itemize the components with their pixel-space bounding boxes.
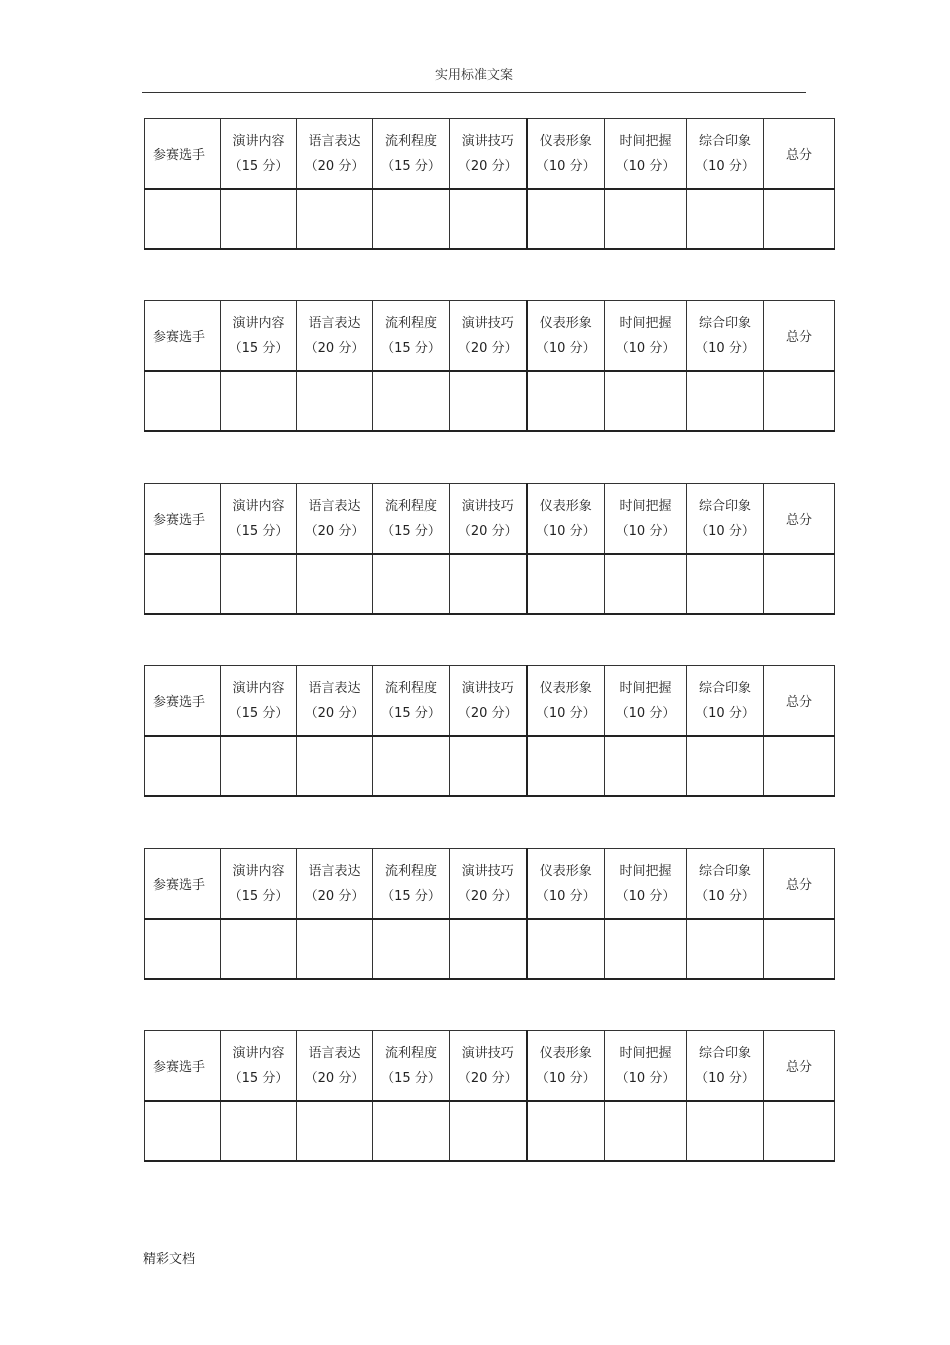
score-cell[interactable]: [687, 554, 764, 614]
criterion-points: （10 分）: [695, 705, 755, 721]
criterion-points: （10 分）: [695, 340, 755, 356]
score-cell[interactable]: [605, 919, 687, 979]
score-cell[interactable]: [145, 189, 221, 249]
table-row: [145, 189, 835, 249]
criterion-points: （10 分）: [535, 1070, 596, 1086]
criterion-points: （10 分）: [695, 888, 755, 904]
criterion-points: （20 分）: [304, 705, 365, 721]
score-cell[interactable]: [605, 371, 687, 431]
score-cell[interactable]: [605, 1101, 687, 1161]
score-cell[interactable]: [687, 736, 764, 796]
criterion-header: [221, 1031, 297, 1102]
criterion-points: （10 分）: [535, 705, 596, 721]
criterion-header: [297, 301, 373, 372]
criterion-header: [527, 1031, 605, 1102]
table-header-row: [145, 119, 835, 190]
score-cell[interactable]: [687, 189, 764, 249]
criterion-header: [605, 849, 687, 920]
score-cell[interactable]: [450, 1101, 527, 1161]
criterion-points: （20 分）: [457, 340, 518, 356]
score-cell[interactable]: [764, 919, 835, 979]
score-cell[interactable]: [764, 1101, 835, 1161]
table-row: [145, 1101, 835, 1161]
criterion-name: 语言表达: [308, 133, 361, 149]
criterion-header: [687, 1031, 764, 1102]
score-cell[interactable]: [764, 189, 835, 249]
criterion-points: （10 分）: [615, 1070, 676, 1086]
score-cell[interactable]: [605, 189, 687, 249]
table-row: [145, 554, 835, 614]
score-cell[interactable]: [221, 919, 297, 979]
contestant-header: 参赛选手: [145, 119, 221, 190]
criterion-points: （20 分）: [304, 888, 365, 904]
score-cell[interactable]: [764, 371, 835, 431]
table-header-row: [145, 1031, 835, 1102]
score-cell[interactable]: [297, 1101, 373, 1161]
total-header: 总分: [764, 484, 835, 555]
criterion-name: 仪表形象: [539, 498, 592, 514]
criterion-name: 演讲技巧: [461, 1045, 514, 1061]
score-cell[interactable]: [764, 554, 835, 614]
criterion-points: （10 分）: [535, 523, 596, 539]
criterion-header: [221, 301, 297, 372]
criterion-points: （15 分）: [381, 1070, 441, 1086]
score-cell[interactable]: [297, 189, 373, 249]
criterion-points: （20 分）: [457, 1070, 518, 1086]
criterion-header: [527, 119, 605, 190]
criterion-name: 时间把握: [619, 1045, 672, 1061]
criterion-name: 演讲内容: [232, 133, 285, 149]
contestant-header: 参赛选手: [145, 849, 221, 920]
criterion-name: 流利程度: [384, 863, 437, 879]
criterion-name: 演讲技巧: [461, 863, 514, 879]
criterion-name: 演讲技巧: [461, 498, 514, 514]
score-cell[interactable]: [145, 1101, 221, 1161]
criterion-header: [373, 484, 450, 555]
criterion-header: [605, 1031, 687, 1102]
criterion-header: [450, 1031, 527, 1102]
score-cell[interactable]: [145, 736, 221, 796]
criterion-points: （15 分）: [381, 888, 441, 904]
score-cell[interactable]: [297, 371, 373, 431]
criterion-name: 仪表形象: [539, 315, 592, 331]
contestant-header: 参赛选手: [145, 666, 221, 737]
score-cell[interactable]: [687, 919, 764, 979]
criterion-points: （15 分）: [228, 523, 289, 539]
criterion-name: 语言表达: [308, 680, 361, 696]
criterion-name: 演讲内容: [232, 863, 285, 879]
criterion-points: （10 分）: [535, 340, 596, 356]
table-header-row: [145, 849, 835, 920]
criterion-name: 时间把握: [619, 863, 672, 879]
criterion-points: （20 分）: [457, 705, 518, 721]
criterion-name: 语言表达: [308, 498, 361, 514]
criterion-header: [605, 301, 687, 372]
criterion-points: （15 分）: [228, 1070, 289, 1086]
page-footer: 精彩文档: [143, 1252, 196, 1267]
criterion-name: 仪表形象: [539, 133, 592, 149]
score-cell[interactable]: [450, 554, 527, 614]
criterion-points: （10 分）: [615, 888, 676, 904]
criterion-points: （10 分）: [695, 1070, 755, 1086]
criterion-header: [297, 119, 373, 190]
criterion-header: [221, 849, 297, 920]
criterion-header: [373, 119, 450, 190]
criterion-name: 流利程度: [384, 1045, 437, 1061]
criterion-name: 流利程度: [384, 315, 437, 331]
criterion-points: （20 分）: [304, 158, 365, 174]
criterion-header: [373, 1031, 450, 1102]
criterion-name: 演讲内容: [232, 498, 285, 514]
criterion-header: [373, 301, 450, 372]
criterion-header: [297, 484, 373, 555]
criterion-header: [527, 484, 605, 555]
criterion-name: 演讲技巧: [461, 315, 514, 331]
score-cell[interactable]: [221, 189, 297, 249]
criterion-name: 语言表达: [308, 1045, 361, 1061]
criterion-name: 综合印象: [698, 498, 751, 514]
criterion-header: [221, 666, 297, 737]
score-cell[interactable]: [373, 371, 450, 431]
criterion-header: [687, 484, 764, 555]
score-cell[interactable]: [145, 554, 221, 614]
criterion-points: （10 分）: [535, 888, 596, 904]
criterion-points: （15 分）: [228, 705, 289, 721]
criterion-points: （20 分）: [304, 1070, 365, 1086]
criterion-header: [221, 484, 297, 555]
criterion-points: （10 分）: [615, 705, 676, 721]
criterion-points: （15 分）: [228, 158, 289, 174]
criterion-name: 流利程度: [384, 133, 437, 149]
total-header: 总分: [764, 119, 835, 190]
score-cell[interactable]: [373, 189, 450, 249]
score-cell[interactable]: [145, 919, 221, 979]
score-cell[interactable]: [450, 371, 527, 431]
score-cell[interactable]: [373, 736, 450, 796]
criterion-points: （15 分）: [381, 340, 441, 356]
criterion-name: 演讲技巧: [461, 680, 514, 696]
score-cell[interactable]: [373, 1101, 450, 1161]
table-header-row: [145, 666, 835, 737]
criterion-name: 演讲内容: [232, 680, 285, 696]
criterion-header: [687, 301, 764, 372]
criterion-name: 演讲内容: [232, 315, 285, 331]
criterion-points: （20 分）: [304, 523, 365, 539]
criterion-points: （20 分）: [457, 523, 518, 539]
criterion-name: 综合印象: [698, 1045, 751, 1061]
criterion-name: 流利程度: [384, 498, 437, 514]
table-header-row: [145, 301, 835, 372]
contestant-header: 参赛选手: [145, 1031, 221, 1102]
criterion-header: [605, 666, 687, 737]
score-cell[interactable]: [297, 919, 373, 979]
score-cell[interactable]: [527, 1101, 605, 1161]
score-table: [144, 848, 835, 980]
score-cell[interactable]: [605, 554, 687, 614]
score-cell[interactable]: [687, 371, 764, 431]
criterion-name: 语言表达: [308, 863, 361, 879]
score-cell[interactable]: [450, 189, 527, 249]
score-cell[interactable]: [527, 189, 605, 249]
criterion-header: [450, 119, 527, 190]
criterion-points: （10 分）: [535, 158, 596, 174]
total-header: 总分: [764, 666, 835, 737]
criterion-name: 综合印象: [698, 133, 751, 149]
criterion-name: 仪表形象: [539, 1045, 592, 1061]
score-table: [144, 118, 835, 250]
criterion-points: （10 分）: [695, 158, 755, 174]
criterion-header: [297, 666, 373, 737]
criterion-header: [450, 666, 527, 737]
contestant-header: 参赛选手: [145, 301, 221, 372]
table-row: [145, 736, 835, 796]
total-header: 总分: [764, 301, 835, 372]
score-cell[interactable]: [297, 554, 373, 614]
page-header: [142, 68, 806, 93]
criterion-name: 流利程度: [384, 680, 437, 696]
criterion-header: [450, 849, 527, 920]
criterion-points: （10 分）: [615, 340, 676, 356]
criterion-name: 仪表形象: [539, 863, 592, 879]
criterion-name: 演讲内容: [232, 1045, 285, 1061]
score-cell[interactable]: [450, 736, 527, 796]
score-table: [144, 1030, 835, 1162]
score-cell[interactable]: [687, 1101, 764, 1161]
total-header: 总分: [764, 849, 835, 920]
criterion-header: [605, 119, 687, 190]
criterion-name: 时间把握: [619, 133, 672, 149]
criterion-header: [297, 1031, 373, 1102]
criterion-points: （15 分）: [228, 340, 289, 356]
score-cell[interactable]: [221, 554, 297, 614]
criterion-points: （20 分）: [457, 158, 518, 174]
criterion-points: （15 分）: [381, 705, 441, 721]
criterion-header: [527, 849, 605, 920]
criterion-points: （15 分）: [228, 888, 289, 904]
score-cell[interactable]: [527, 736, 605, 796]
criterion-name: 综合印象: [698, 863, 751, 879]
score-cell[interactable]: [221, 1101, 297, 1161]
criterion-header: [450, 484, 527, 555]
criterion-points: （20 分）: [457, 888, 518, 904]
criterion-points: （15 分）: [381, 523, 441, 539]
criterion-name: 时间把握: [619, 315, 672, 331]
criterion-points: （20 分）: [304, 340, 365, 356]
score-cell[interactable]: [605, 736, 687, 796]
criterion-header: [450, 301, 527, 372]
contestant-header: 参赛选手: [145, 484, 221, 555]
criterion-name: 仪表形象: [539, 680, 592, 696]
score-cell[interactable]: [145, 371, 221, 431]
criterion-name: 时间把握: [619, 498, 672, 514]
criterion-header: [373, 849, 450, 920]
table-header-row: [145, 484, 835, 555]
score-cell[interactable]: [527, 371, 605, 431]
criterion-points: （10 分）: [615, 523, 676, 539]
criterion-points: （15 分）: [381, 158, 441, 174]
score-cell[interactable]: [221, 371, 297, 431]
criterion-name: 语言表达: [308, 315, 361, 331]
table-row: [145, 919, 835, 979]
score-cell[interactable]: [527, 554, 605, 614]
score-cell[interactable]: [373, 919, 450, 979]
score-cell[interactable]: [527, 919, 605, 979]
score-cell[interactable]: [450, 919, 527, 979]
table-row: [145, 371, 835, 431]
criterion-header: [687, 666, 764, 737]
criterion-header: [527, 666, 605, 737]
criterion-header: [527, 301, 605, 372]
score-cell[interactable]: [297, 736, 373, 796]
score-cell[interactable]: [221, 736, 297, 796]
criterion-points: （10 分）: [615, 158, 676, 174]
criterion-name: 演讲技巧: [461, 133, 514, 149]
criterion-header: [687, 849, 764, 920]
score-cell[interactable]: [373, 554, 450, 614]
criterion-name: 综合印象: [698, 315, 751, 331]
criterion-header: [605, 484, 687, 555]
criterion-points: （10 分）: [695, 523, 755, 539]
score-table: [144, 300, 835, 432]
score-table: [144, 665, 835, 797]
criterion-name: 时间把握: [619, 680, 672, 696]
criterion-name: 综合印象: [698, 680, 751, 696]
criterion-header: [297, 849, 373, 920]
criterion-header: [221, 119, 297, 190]
score-table: [144, 483, 835, 615]
score-cell[interactable]: [764, 736, 835, 796]
total-header: 总分: [764, 1031, 835, 1102]
criterion-header: [687, 119, 764, 190]
criterion-header: [373, 666, 450, 737]
page-header-title: 实用标准文案: [434, 68, 513, 83]
